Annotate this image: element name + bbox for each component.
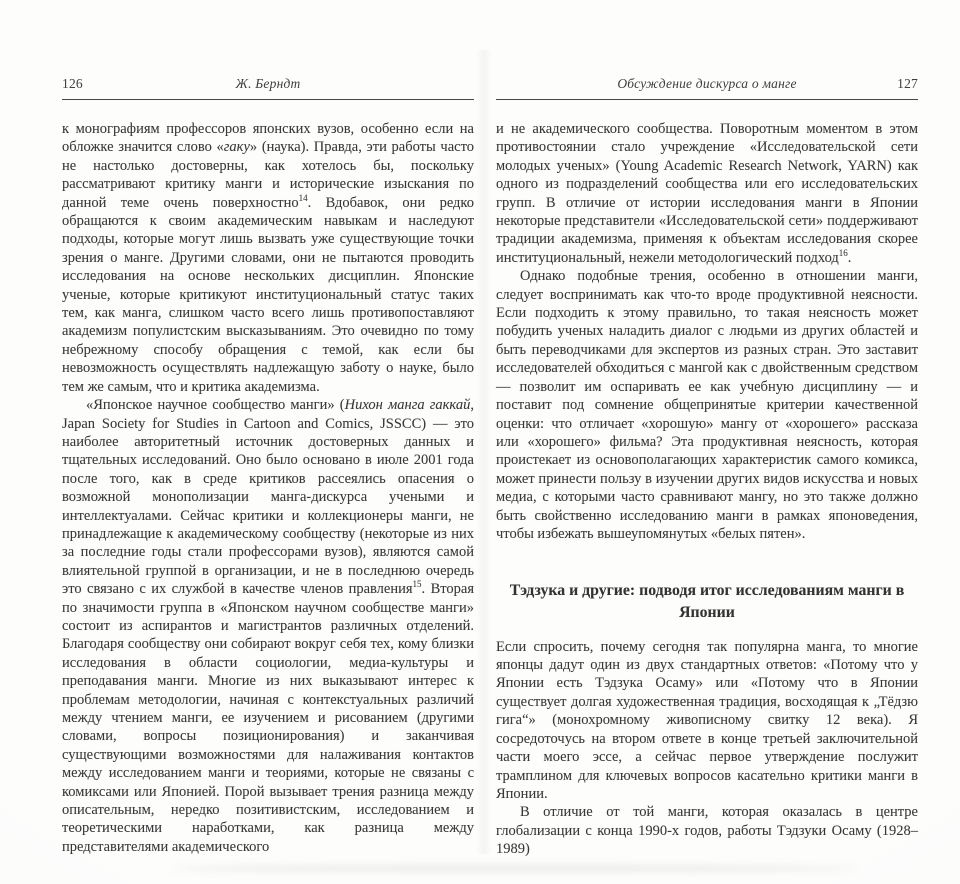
text-run: Если спросить, почему сегодня так популярна манга, то многие японцы дадут один из двух стандартных ответов: «Потому что у Японии есть Тэдзука Осаму» или «Потому что в Японии существует долгая художественная традиция, восходящая к „Тёдзю гига“» (монохромному живописному свитку 12 века). Я сосредоточусь на втором ответе в конце третьей заключительной части моего эссе, а сейчас первое утверждение послужит трамплином для ключевых вопросов касательно критики манги в Японии. <box>496 638 918 802</box>
text-run: гаку <box>223 139 250 156</box>
paragraph <box>496 120 918 267</box>
page-number-left: 126 <box>62 76 83 91</box>
text-run: и не академического сообщества. Поворотным моментом в этом противостоянии стало учреждение «Исследовательской сети молодых ученых» (Young Academic Research Network, YARN) как одного из подразделений сообщества или его исследовательских групп. В отличие от истории исследования манги в Японии некоторые представители «Исследовательской сети» поддерживают традиции академизма, применяя к объектам исследования скорее институциональный, нежели методологический подход <box>496 121 918 266</box>
running-head-left: Ж. Берндт <box>235 76 301 91</box>
footnote-ref: 14 <box>298 192 308 203</box>
text-run: , Japan Society for Studies in Cartoon and Comics, JSSCC) — это наиболее авторитетный источник достоверных данных и тщательных исследований. Оно было основано в июле 2001 года после того, как в среде критиков рассеялись опасения о возможной монополизации манга-дискурса учеными и интеллектуалами. Сейчас критики и коллекционеры манги, не принадлежащие к академическому сообществу (некоторые из них за последние годы стали профессорами вузов), являются самой влиятельной группой в организации, и не в последнюю очередь это связано с их службой в качестве членов правления <box>62 397 474 598</box>
paragraph <box>62 396 474 856</box>
footnote-ref: 16 <box>838 248 848 259</box>
page-body-right <box>496 120 918 859</box>
text-run: . Вдобавок, они редко обращаются к своим академическим навыкам и наследуют подходы, которые могут лишь вызвать уже существующие точки зрения о манге. Другими словами, они не пытаются проводить исследования на основе нескольких дисциплин. Японские ученые, которые критикуют институциональный статус таких тем, как манга, слишком часто всего лишь противопоставляют академизм популистским высказываниям. Это очевидно по тому небрежному способу обращения с темой, как если бы невозможность осуществлять надлежащую заботу о науке, было тем же самым, что и критика академизма. <box>62 194 474 395</box>
header-rule-right <box>496 99 918 100</box>
running-head-right: Обсуждение дискурса о манге <box>617 76 797 91</box>
page-body-left <box>62 120 474 856</box>
footnote-ref: 15 <box>412 579 422 590</box>
text-run: Нихон манга гаккай <box>344 397 471 414</box>
text-run: к монографиям профессоров японских вузов, особенно если на обложке значится слово « <box>62 121 474 156</box>
page-number-right: 127 <box>897 76 918 91</box>
paragraph <box>496 638 918 804</box>
running-header-right <box>496 76 918 92</box>
text-run: . Вторая по значимости группа в «Японском научном сообществе манги» состоит из аспирантов и магистрантов различных отделений. Благодаря сообществу они собирают вокруг себя тех, кому близки исследования в области социологии, медиа-культуры и преподавания манги. Многие из них выказывают интерес к проблемам методологии, начиная с контекстуальных различий между чтением манги, ее изучением и рисованием (другими словами, вопросы позиционирования) и заканчивая существующими возможностями для налаживания контактов между исследованием манги и теориями, которые не связаны с комиксами или Японией. Порой вызывает трения разница между описательным, нередко позитивистским, исследованием и теоретическими наработками, как разница между представителями академического <box>62 581 474 855</box>
text-run: «Японское научное сообщество манги» ( <box>86 397 345 414</box>
section-heading: Тэдзука и другие: подводя итог исследованиям манги в Японии <box>509 582 905 621</box>
header-rule-left <box>62 99 474 100</box>
text-run: В отличие от той манги, которая оказалась в центре глобализации с конца 1990-х годов, работы Тэдзуки Осаму (1928–1989) <box>496 804 918 858</box>
text-run: . <box>847 249 852 266</box>
running-header-left <box>62 76 474 92</box>
paragraph <box>62 120 474 396</box>
page-left <box>62 76 474 856</box>
page-right <box>496 76 918 859</box>
paragraph <box>496 267 918 543</box>
page-gutter-shadow <box>476 50 492 854</box>
book-bottom-edge-shadow <box>170 866 860 871</box>
text-run: » (наука). Правда, эти работы часто не настолько достоверны, как хотелось бы, поскольку рассматривают критику манги и исторические изыскания по данной теме очень поверхностно <box>62 139 474 211</box>
text-run: Однако подобные трения, особенно в отношении манги, следует воспринимать как что-то вроде продуктивной неясности. Если подходить к этому правильно, то такая неясность может побудить ученых наладить диалог с людьми из других областей и быть переводчиками для экспертов из разных стран. Это заставит исследователей обходиться с мангой как с двойственным средством — позволит им оспаривать ее как учебную дисциплину — и поставит под сомнение общепринятые критерии качественной оценки: что отличает «хорошую» мангу от «хорошего» рассказа или «хорошего» фильма? Эта продуктивная неясность, которая проистекает из основополагающих характеристик самого комикса, может принести пользу в изучении других видов искусства и новых медиа, с которыми часто сравнивают мангу, но это также должно быть свойственно исследованию манги в рамках японоведения, чтобы избежать вышеупомянутых «белых пятен». <box>496 268 918 542</box>
paragraph <box>496 803 918 858</box>
